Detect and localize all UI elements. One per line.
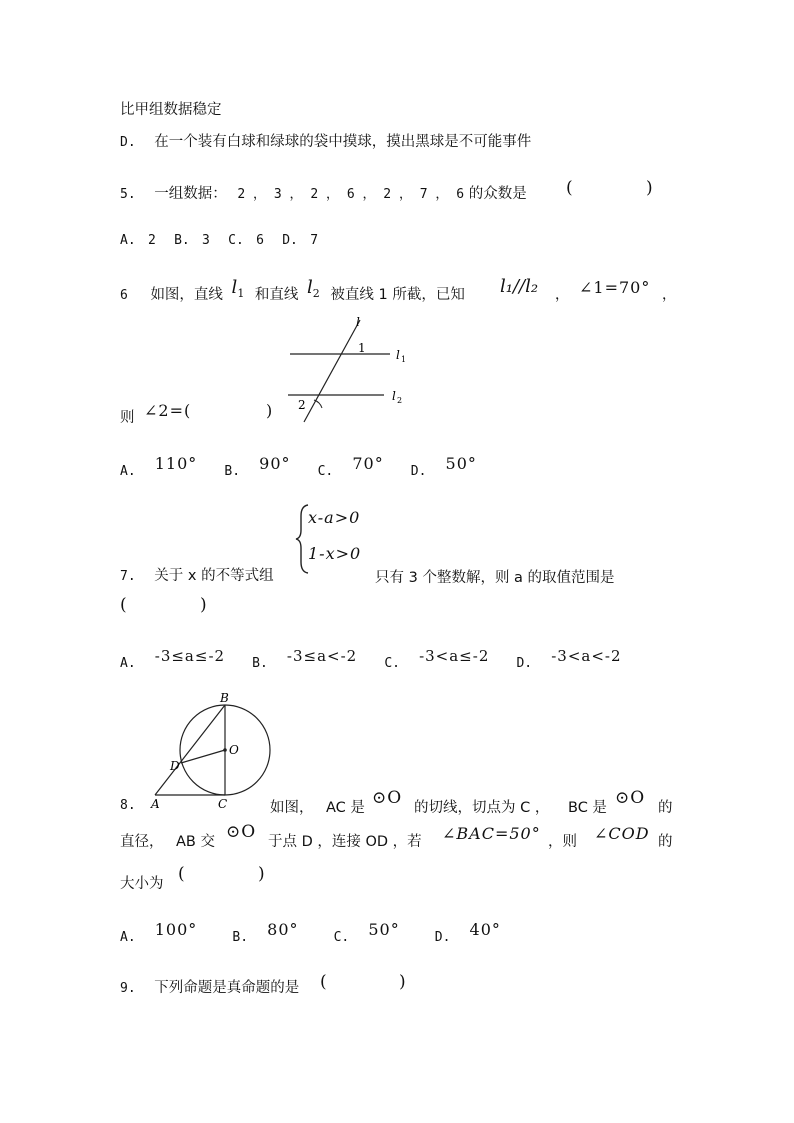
option-label: D.	[434, 930, 451, 945]
center-o-dot	[223, 748, 227, 752]
answer-paren-close: )	[266, 401, 274, 420]
question-number: 5.	[120, 187, 136, 202]
option-label: C.	[317, 464, 334, 479]
label-l2-sub: 2	[397, 396, 403, 405]
option-value: 6	[256, 233, 264, 248]
question-number: 9.	[120, 981, 136, 996]
question-text: 关于 x 的不等式组	[154, 568, 274, 584]
circle-tangent-figure	[145, 688, 280, 813]
inequality-1: x-a>0	[308, 508, 361, 527]
label-a: A	[151, 797, 160, 811]
option-label: A.	[120, 930, 136, 945]
comma: ，	[662, 287, 676, 303]
option-value: -3<a<-2	[551, 647, 622, 665]
ask-angle-2: ∠2=(	[144, 401, 192, 420]
option-label: D.	[410, 464, 427, 479]
question-5	[120, 184, 527, 205]
text-line-1: 比甲组数据稳定	[120, 102, 222, 118]
label-angle-2: 2	[298, 398, 306, 412]
option-value: 50°	[445, 454, 477, 473]
option-value: 80°	[267, 920, 299, 939]
question-text: 只有 3 个整数解，则 a 的取值范围是	[375, 570, 615, 586]
answer-paren-close: )	[200, 595, 207, 615]
option-value: 100°	[154, 920, 198, 939]
transversal-l	[304, 320, 360, 422]
question-number: 6	[120, 288, 128, 303]
answer-paren-open: (	[320, 972, 327, 992]
q8-options	[120, 920, 501, 945]
question-text: 于点 D ，连接 OD ，若	[268, 834, 422, 850]
option-value: 2	[147, 233, 156, 248]
question-6	[120, 277, 465, 310]
math-sub: 1	[237, 286, 245, 300]
option-label: A.	[120, 464, 136, 479]
question-text: 大小为	[120, 876, 164, 892]
answer-paren-close: )	[399, 972, 406, 992]
q5-options	[120, 232, 318, 248]
option-label: A.	[120, 656, 136, 671]
math-l: l	[307, 277, 313, 298]
option-label: D.	[516, 656, 533, 671]
question-text: ，则	[548, 834, 577, 850]
label-d: D	[170, 759, 180, 773]
question-text: 一组数据：	[154, 186, 227, 202]
secant-ab	[155, 705, 225, 795]
question-text: 的	[658, 834, 673, 850]
label-c: C	[218, 797, 228, 811]
math-sub: 2	[312, 286, 320, 300]
label-o: O	[229, 743, 239, 757]
question-number: 7.	[120, 569, 136, 584]
option-label: C.	[228, 233, 244, 248]
answer-paren-open: (	[120, 595, 127, 615]
option-value: 90°	[259, 454, 291, 473]
option-value: 3	[202, 233, 210, 248]
comma: ，	[555, 287, 569, 303]
question-text: AB 交	[176, 834, 215, 850]
answer-paren-close: )	[258, 864, 265, 884]
answer-paren-close: )	[646, 178, 653, 198]
option-value: -3≤a≤-2	[154, 647, 226, 665]
ask-angle-cod: ∠COD	[594, 824, 650, 843]
option-value: -3≤a<-2	[286, 647, 358, 665]
label-l2: l	[392, 389, 396, 403]
segment-od	[181, 750, 225, 763]
label-l1: l	[396, 348, 400, 362]
circle-o-symbol: ⊙O	[615, 788, 646, 808]
option-label: C.	[333, 930, 350, 945]
inequality-2: 1-x>0	[308, 544, 362, 563]
option-value: 70°	[352, 454, 384, 473]
option-value: 40°	[469, 920, 501, 939]
option-value: 110°	[154, 454, 198, 473]
option-label: A.	[120, 233, 136, 248]
label-l: l	[356, 315, 360, 329]
question-text: 直径，	[120, 834, 164, 850]
question-text: 如图，	[270, 800, 314, 816]
option-label: D.	[282, 233, 298, 248]
question-text: BC 是	[568, 800, 607, 816]
question-9	[120, 978, 299, 999]
question-text: 的	[658, 800, 673, 816]
question-text: 如图，直线	[150, 287, 223, 303]
option-d-line	[120, 132, 531, 153]
label-angle-1: 1	[358, 341, 366, 355]
circle-o-symbol: ⊙O	[226, 822, 257, 842]
answer-paren-open: (	[566, 178, 573, 198]
given-angle-bac: ∠BAC=50°	[442, 824, 541, 843]
q6-options	[120, 454, 477, 479]
label-b: B	[220, 691, 229, 705]
option-label: D.	[120, 135, 136, 150]
question-text: 的切线，切点为 C ，	[414, 800, 550, 816]
option-text: 在一个装有白球和绿球的袋中摸球，摸出黑球是不可能事件	[154, 134, 532, 150]
given-angle: ∠1=70°	[579, 278, 651, 297]
parallel-expression: l₁//l₂	[500, 276, 539, 297]
question-number: 8.	[120, 798, 136, 813]
parallel-lines-figure	[280, 310, 420, 430]
option-label: B.	[174, 233, 190, 248]
question-text: 被直线 1 所截，已知	[330, 287, 465, 303]
option-label: B.	[224, 464, 241, 479]
question-text: AC 是	[326, 800, 365, 816]
option-label: B.	[232, 930, 249, 945]
option-value: -3<a≤-2	[419, 647, 490, 665]
then-label: 则	[120, 410, 135, 426]
question-tail: 的众数是	[468, 186, 527, 202]
math-l: l	[231, 277, 238, 298]
question-7	[120, 566, 274, 587]
data-values: 2 ， 3 ， 2 ， 6 ， 2 ， 7 ， 6	[237, 187, 465, 202]
question-text: 下列命题是真命题的是	[154, 980, 300, 996]
circle-o-symbol: ⊙O	[372, 788, 403, 808]
q7-options	[120, 646, 622, 671]
question-text: 和直线	[254, 287, 299, 303]
option-value: 7	[310, 233, 319, 248]
answer-paren-open: (	[178, 864, 185, 884]
label-l1-sub: 1	[401, 355, 407, 364]
option-label: C.	[384, 656, 400, 671]
option-label: B.	[252, 656, 268, 671]
option-value: 50°	[368, 920, 400, 939]
